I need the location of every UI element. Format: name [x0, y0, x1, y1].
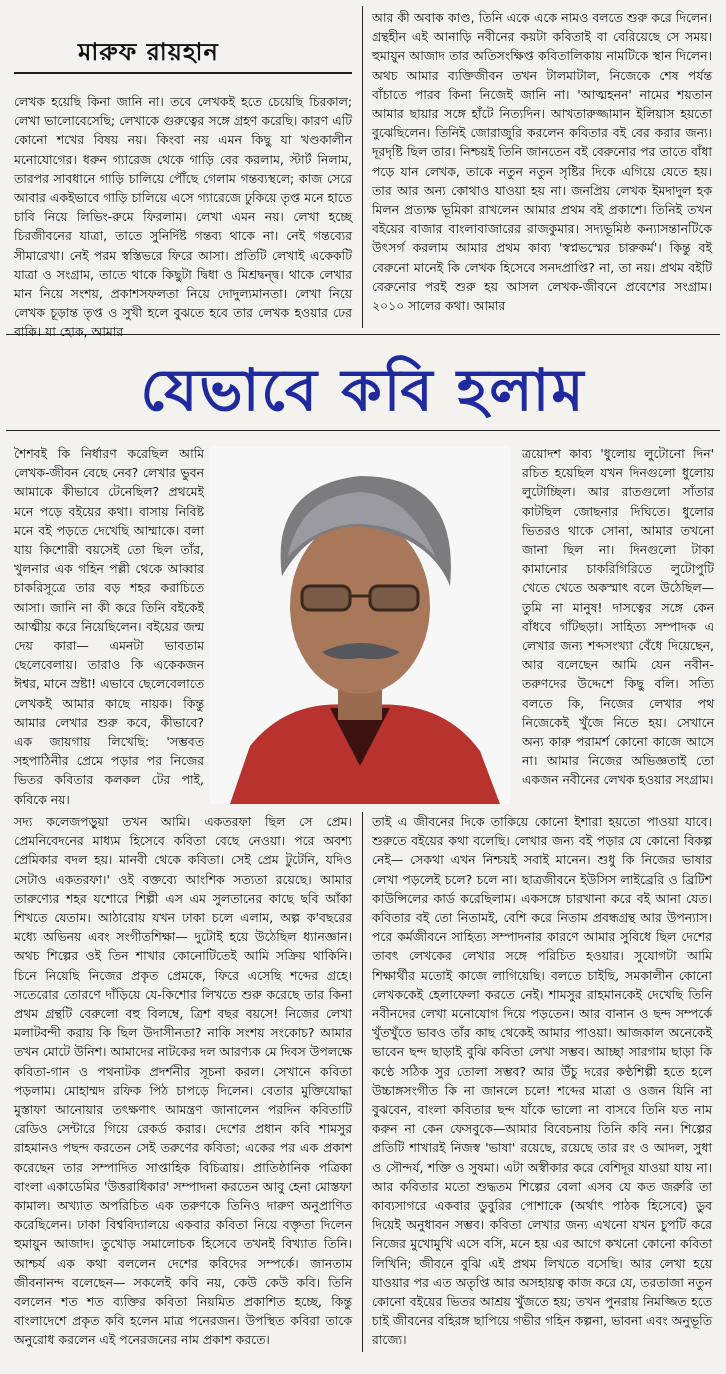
article-headline: যেভাবে কবি হলাম [140, 356, 586, 424]
middle-left-column [14, 444, 204, 806]
bottom-right-column [372, 812, 712, 1357]
bottom-left-text: সদ্য কলেজপড়ুয়া তখন আমি। একতরফা ছিল সে প্রেম। প্রেমনিবেদনের মাধ্যম হিসেবে কবিতা বেছে নেওয়া। পরে অবশ্য প্রেমিকার বদল হয়। মানবী থেকে কবিতা। সেই প্রেম টুটেনি, যদিও সেটাও একতরফা।' ওই বক্তব্যে আংশিক সত্যতা রয়েছে। আমার তারুণ্যের শহর যশোরে শিল্পী এস এম সুলতানের কাছে ছবি আঁকা শিখতে যেতাম। আঠারোয় যখন ঢাকা চলে এলাম, অল্প ক'বছরের মধ্যে অভিনয় এবং সংগীতশিক্ষা— দুটোই হয়ে উঠেছিল ধ্যানজ্ঞান। অথচ শিল্পের ওই তিন শাখার কোনোটিতেই আমি সক্রিয় থাকিনি। চিনে নিয়েছি নিজের প্রকৃত প্রেমকে, ফিরে এসেছি শব্দের গ্রহে। সতেরোর তোরণে দাঁড়িয়ে যে-কিশোর লিখতে শুরু করেছে তার কিনা প্রথম গ্রন্থটি বেরুলো বহু বিলম্বে, ত্রিশ বছর বয়সে! নিজের লেখা মলাটবন্দী করায় কি ছিল উদাসীনতা? নাকি সংশয় সংকোচ? আমার তখন মোটে উনিশ। আমাদের নাটকের দল আরণ্যক মে দিবস উপলক্ষে কবিতা-গান ও পথনাটক প্রদর্শনীর সূচনা করল। সেখানে কবিতা পড়লাম। মোহাম্মদ রফিক পিঠ চাপড়ে দিলেন। বেতার মুক্তিযোদ্ধা মুস্তাফা আনোয়ার তৎক্ষণাৎ আমন্ত্রণ জানালেন পরদিন কবিতাটি রেডিও সেন্টারে গিয়ে রেকর্ড করার। দেশের প্রধান কবি শামসুর রাহমানও পছন্দ করতেন সেই তরুণের কবিতা; একের পর এক প্রকাশ করেছেন তার সম্পাদিত সাপ্তাহিক বিচিত্রায়। প্রাতিষ্ঠানিক পত্রিকা বাংলা একাডেমির 'উত্তরাধিকার' সম্পাদনা করতেন আবু হেনা মোস্তফা কামাল। অখ্যাত অপরিচিত এক তরুণকে তিনিও দারুণ অনুপ্রাণিত করেছিলেন। ঢাকা বিশ্ববিদ্যালয়ে একবার কবিতা নিয়ে বক্তৃতা দিলেন হুমায়ুন আজাদ। তুখোড় সমালোচক হিসেবে তখনই বিখ্যাত তিনি। আশ্চর্য এক কথা বললেন দেশের কবিদের সম্পর্কে। জানতাম জীবনানন্দ বলেছেন— সকলেই কবি নয়, কেউ কেউ কবি। তিনি বললেন শত শত ব্যক্তির কবিতা নিয়মিত প্রকাশিত হচ্ছে, কিন্তু বাংলাদেশে প্রকৃত কবি হলেন মাত্র পনেরজন। উপস্থিত কবিরা তাকে অনুরোধ করলেন এই পনেরজনের নাম প্রকাশ করতে। [14, 814, 352, 1348]
bottom-left-column [14, 812, 352, 1357]
author-portrait-illustration [210, 446, 510, 804]
top-column-divider [362, 6, 363, 328]
author-byline: মারুফ রায়হান [78, 38, 219, 66]
top-left-column [14, 92, 352, 340]
top-right-text: আর কী অবাক কাণ্ড, তিনি একে একে নামও বলতে শুরু করে দিলেন। গ্রন্থহীন এই আনাড়ি নবীনের কয়টা কবিতাই বা বেরিয়েছে সে সময়। হুমায়ুন আজাদ তার অতিসংক্ষিপ্ত কবিতালিকায় নামটিকে স্থান দিলেন। অথচ আমার ব্যক্তিজীবন তখন টালমাটাল, নিজেকে শেষ পর্যন্ত বাঁচাতে পারব কিনা নিজেই জানি না। 'আত্মহনন' নামের শয়তান আমার ছায়ার সঙ্গে হাঁটে নিত্যদিন। আখতারুজ্জামান ইলিয়াস হয়তো বুঝেছিলেন। তিনিই জোরাজুরি করলেন কবিতার বই বের করার জন্য। দূরদৃষ্টি ছিল তার। নিশ্চয়ই তিনি জানতেন বই বেরুনোর পর তাতে বাঁধা পড়ে যান লেখক, তাকে নতুন নতুন সৃষ্টির দিকে এগিয়ে যেতে হয়। তার আর অন্য কোথাও যাওয়া হয় না। জনপ্রিয় লেখক ইমদাদুল হক মিলন প্রত্যক্ষ ভূমিকা রাখলেন আমার প্রথম বই প্রকাশে। তিনিই তখন বইয়ের বাজার বাংলাবাজারের রাজকুমার। সদ্যভূমিষ্ঠ কন্যাসন্তানটিকে উৎসর্গ করলাম আমার প্রথম কাব্য 'স্বপ্নভস্মের চারুকর্ম'। কিন্তু বই বেরুনো মানেই কি লেখক হিসেবে সনদপ্রাপ্তি? না, তা নয়। প্রথম বইটি বেরুনোর পরই শুরু হয় আসল লেখক-জীবনে প্রবেশের সংগ্রাম। ২০১০ সালের কথা। আমার [372, 10, 712, 314]
byline-underline [14, 72, 352, 74]
top-left-text: লেখক হয়েছি কিনা জানি না। তবে লেখকই হতে চেয়েছি চিরকাল; লেখা ভালোবেসেছি; লেখাকে গুরুত্বের সঙ্গে গ্রহণ করেছি। কারণ এটি কোনো শখের বিষয় নয়। কিংবা নয় এমন কিছু যা খণ্ডকালীন মনোযোগের। ধরুন গ্যারেজ থেকে গাড়ি বের করলাম, স্টার্ট নিলাম, তারপর সাবধানে গাড়ি চালিয়ে পৌঁছে গেলাম গন্তব্যস্থলে; কাজ সেরে আবার একইভাবে গাড়ি চালিয়ে এসে গ্যারেজে ঢুকিয়ে তৃপ্ত মনে হাতে চাবি নিয়ে লিভিং-রুমে ফিরলাম। লেখা এমন নয়। লেখা হচ্ছে চিরজীবনের যাত্রা, তাতে সুনির্দিষ্ট গন্তব্য থাকে না। নেই গন্তব্যের সীমারেখা। নেই পরম স্বস্তিভরে ফিরে আসা। প্রতিটি লেখাই একেকটি যাত্রা ও সংগ্রাম, তাতে থাকে কিছুটা দ্বিধা ও মিশ্রদ্বন্দ্ব। থাকে লেখার মান নিয়ে সংশয়, প্রকাশসফলতা নিয়ে দোদুল্যমানতা। লেখা নিয়ে লেখক চূড়ান্ত তৃপ্ত ও সুখী হলে বুঝতে হবে তার লেখক হওয়ার ঢের বাকি। যা হোক, আমার [14, 94, 352, 340]
middle-right-column [522, 444, 714, 806]
middle-left-text: শৈশবই কি নির্ধারণ করেছিল আমি লেখক-জীবন বেছে নেব? লেখার ভুবন আমাকে কীভাবে টেনেছিল? প্রথমেই মনে পড়ে বইয়ের কথা। বাসায় নিবিষ্ট মনে বই পড়তে দেখেছি আম্মাকে। বলা যায় কিশোরী বয়সেই তো ছিল তাঁর, খুলনার এক গহিন পল্লী থেকে আব্বার চাকরিসূত্রে তার বড় শহর করাচিতে আসা। জানি না কী করে তিনি বইকেই আত্মীয় করে নিয়েছিলেন। বইয়ের জন্ম দেয় কারা— এমনটা ভাবতাম ছেলেবেলায়। তারাও কি একেকজন ঈশ্বর, মানে স্রষ্টা! এভাবে ছেলেবেলাতে লেখকই আমার কাছে নায়ক। কিন্তু আমার লেখার শুরু কবে, কীভাবে? এক জায়গায় লিখেছি: 'সম্ভবত সহপাঠিনীর প্রেমে পড়ার পর নিজের ভিতর কবিতার কলকল টের পাই, কবিকে নয়। [14, 446, 204, 807]
author-photo [210, 446, 510, 804]
top-right-column [372, 8, 712, 328]
bottom-right-text: তাই এ জীবনের দিকে তাকিয়ে কোনো ইশারা হয়তো পাওয়া যাবে। শুরুতে বইয়ের কথা বলেছি। লেখার জন্য বই পড়ার যে কোনো বিকল্প নেই— সেকথা এখন নিশ্চয়ই সবাই মানেন। শুধু কি নিজের ভাষার লেখা পড়লেই চলে? চলে না। ছাত্রজীবনে ইউসিস লাইব্রেরি ও ব্রিটিশ কাউন্সিলের কার্ড করেছিলাম। একসঙ্গে চারখানা করে বই আনা যেত। কবিতার বই তো নিতামই, বেশি করে নিতাম প্রবন্ধগ্রন্থ আর উপন্যাস। পরে কর্মজীবনে সাহিত্য সম্পাদনার কারণে আমার সুবিধে ছিল দেশের তাবৎ লেখকের লেখার সঙ্গে পরিচিত হওয়ার। সুযোগটা আমি শিক্ষার্থীর মতোই কাজে লাগিয়েছি। বলতে চাইছি, সমকালীন কোনো লেখককেই হেলাফেলা করতে নেই। শামসুর রাহমানকেই দেখেছি তিনি নবীনদের লেখা মনোযোগ দিয়ে পড়তেন। আর বানান ও ছন্দ সম্পর্কে খুঁতখুঁতে ভাবও তাঁর কাছ থেকেই আমার পাওয়া। আজকাল অনেকেই ভাবেন ছন্দ ছাড়াই বুঝি কবিতা লেখা সম্ভব। আচ্ছা সারগাম ছাড়া কি কণ্ঠে সঠিক সুর তোলা সম্ভব? আর উঁচু দরের কণ্ঠশিল্পী হতে হলে উচ্চাঙ্গসংগীত কি না জানলে চলে! শব্দের মাত্রা ও ওজন যিনি না বুঝবেন, বাংলা কবিতার ছন্দ যাঁকে ভালো না বাসবে তিনি যত নাম করুন না কেন ফেসবুকে—আমার বিবেচনায় তিনি কবি নন। শিল্পের প্রতিটি শাখারই নিজস্ব 'ভাষা' রয়েছে, রয়েছে তার রং ও আদল, সুধা ও সৌন্দর্য, শক্তি ও সুষমা। এটা অস্বীকার করে বেশিদূর যাওয়া যায় না। আর কবিতার মতো শুদ্ধতম শিল্পের বেলা এসব যে কত জরুরি তা কাব্যসাগরে একবার ডুবুরির পোশাকে (অর্থাৎ পাঠক হিসেবে) ডুব দিয়েই অনুধাবন সম্ভব। কবিতা লেখার জন্য এখনো যখন চুপটি করে নিজের মুখোমুখি এসে বসি, মনে হয় এর আগে কখনো কোনো কবিতা লিখিনি; জীবনে বুঝি এই প্রথম লিখতে বসেছি। আর লেখা হয়ে যাওয়ার পর এত অতৃপ্তি আর অসহায়ত্ব কাজ করে যে, তরতাজা নতুন কোনো বইয়ের ভিতর আশ্রয় খুঁজতে হয়; তখন পুনরায় নিমজ্জিত হতে চাই জীবনের বহিরঙ্গ ছাপিয়ে গভীর গহিন কল্পনা, ভাবনা এবং অনুভূতি রাজ্যে। [372, 814, 712, 1348]
middle-right-text: ত্রয়োদশ কাব্য 'ধুলোয় লুটোনো দিন' রচিত হয়েছিল যখন দিনগুলো ধুলোয় লুটোচ্ছিল। আর রাতগুলো সাঁতার কাটছিল জোছনার দিঘিতে। ধুলোর ভিতরও থাকে সোনা, আমার তখনো জানা ছিল না। দিনগুলো টাকা কামানোর চাকরিগিরিতে লুটোপুটি খেতে খেতে অকস্মাৎ বলে উঠেছিল— তুমি না মানুষ! দাসত্বের সঙ্গে কেন বাঁধবে গাঁটছড়া। সাহিত্য সম্পাদক এ লেখার জন্য শব্দসংখ্যা বেঁধে দিয়েছেন, আর বলেছেন আমি যেন নবীন-তরুণদের উদ্দেশে কিছু বলি। সত্যি বলতে কি, নিজের লেখার পথ নিজেকেই খুঁজে নিতে হয়। সেখানে অন্য কারু পরামর্শ কোনো কাজে আসে না। আমার নিজের অভিজ্ঞতাই তো একজন নবীনের লেখক হওয়ার সংগ্রাম। [522, 446, 714, 788]
bottom-column-divider [362, 812, 363, 1352]
